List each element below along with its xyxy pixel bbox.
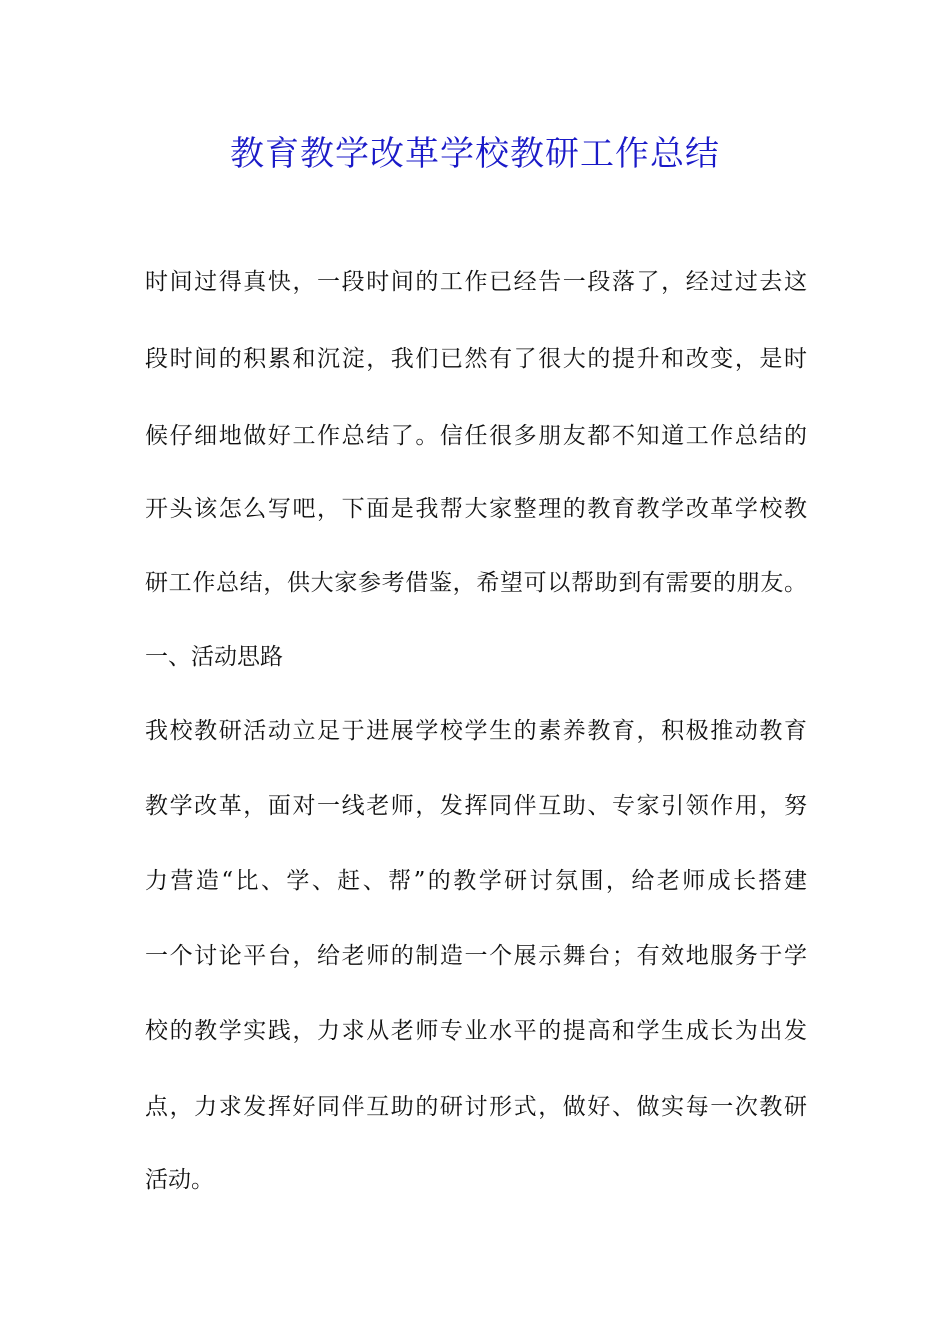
paragraph-line: 时间过得真快，一段时间的工作已经告一段落了，经过过去这	[145, 269, 807, 295]
paragraph-line: 点，力求发挥好同伴互助的研讨形式，做好、做实每一次教研	[145, 1094, 807, 1120]
section-heading: 一、活动思路	[145, 644, 283, 670]
paragraph-line: 校的教学实践，力求从老师专业水平的提高和学生成长为出发	[145, 1018, 807, 1044]
paragraph-line: 我校教研活动立足于进展学校学生的素养教育，积极推动教育	[145, 718, 807, 744]
paragraph-line: 候仔细地做好工作总结了。信任很多朋友都不知道工作总结的	[145, 423, 807, 449]
paragraph-line: 开头该怎么写吧，下面是我帮大家整理的教育教学改革学校教	[145, 496, 807, 522]
paragraph-line: 研工作总结，供大家参考借鉴，希望可以帮助到有需要的朋友。	[145, 570, 807, 596]
paragraph-line: 一个讨论平台，给老师的制造一个展示舞台；有效地服务于学	[145, 943, 807, 969]
document-title: 教育教学改革学校教研工作总结	[230, 134, 720, 174]
paragraph-line: 活动。	[145, 1167, 214, 1193]
paragraph-line: 段时间的积累和沉淀，我们已然有了很大的提升和改变，是时	[145, 346, 807, 372]
paragraph-line: 力营造“比、学、赶、帮”的教学研讨氛围，给老师成长搭建	[145, 868, 807, 894]
paragraph-line: 教学改革，面对一线老师，发挥同伴互助、专家引领作用，努	[145, 793, 807, 819]
